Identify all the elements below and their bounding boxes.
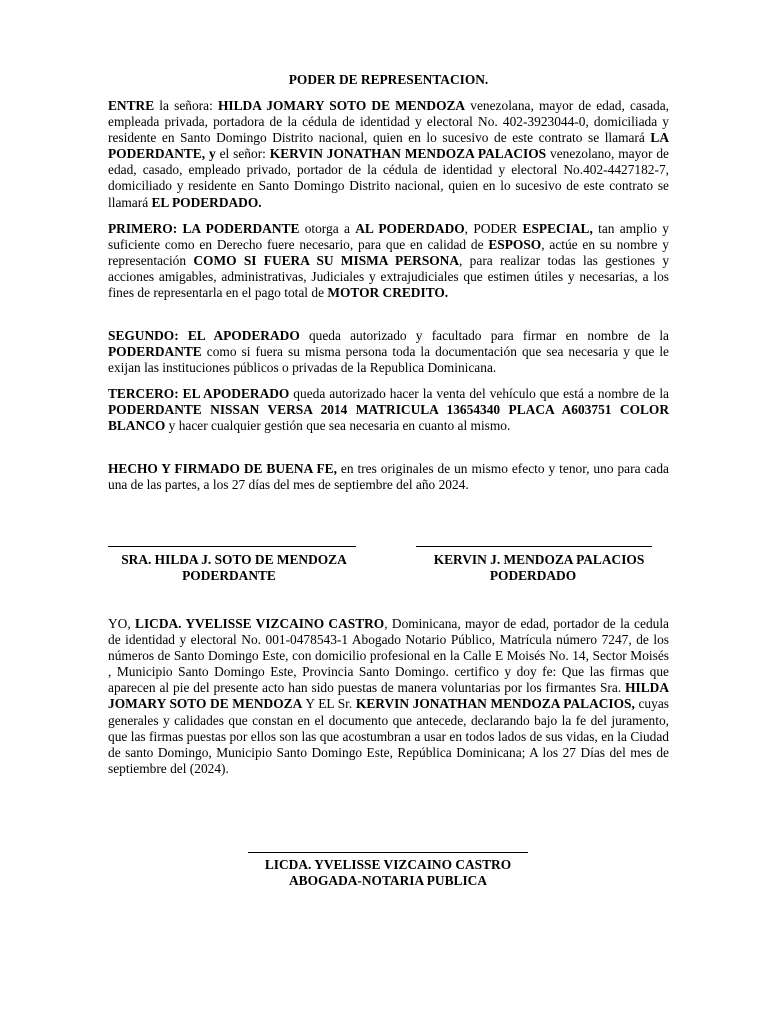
bold-text-run: LICDA. YVELISSE VIZCAINO CASTRO (135, 616, 385, 631)
bold-text-run: KERVIN JONATHAN MENDOZA PALACIOS, (355, 696, 635, 712)
signature-name-poderdante: SRA. HILDA J. SOTO DE MENDOZA (121, 552, 347, 567)
text-run: en tres originales de un mismo efecto y tenor, uno para cada una de las partes, a los 27 días del mes de septiembre del año 2024. (108, 461, 669, 493)
signature-name-notary: LICDA. YVELISSE VIZCAINO CASTRO (264, 857, 512, 872)
text-run: , actúe en su nombre y representación (108, 237, 669, 269)
text-run: , Dominicana, mayor de edad, portador de la cedula de identidad y electoral No. 001-0478543-1 Abogado Notario Público, Matrícula número 7247, de los números de Santo Domingo Este, con domicilio profesional en la Calle E Moisés No. 14, Sector Moisés , Municipio Santo Domingo Este, Provincia Santo Domingo. certifico y doy fe: Que las firmas que aparecen al pie del presente acto han sido puestas de manera voluntarias por los firmantes Sra. (108, 616, 669, 696)
paragraph-segundo (108, 328, 669, 376)
signature-line-notary (248, 852, 528, 853)
bold-text-run: HECHO Y FIRMADO DE BUENA FE, (108, 461, 337, 476)
bold-text-run: SEGUNDO: EL APODERADO (108, 328, 300, 343)
text-run: otorga a (299, 221, 356, 236)
paragraph-parties (108, 98, 669, 211)
paragraph-tercero (108, 386, 669, 434)
bold-text-run: PODERDANTE NISSAN VERSA 2014 MATRICULA 13654340 PLACA A603751 COLOR BLANCO (108, 402, 669, 434)
paragraph-hecho-firmado (108, 461, 669, 493)
bold-text-run: ESPECIAL, (522, 221, 593, 236)
document-title: PODER DE REPRESENTACION. (288, 72, 489, 87)
text-run: venezolana, mayor de edad, casada, empleada privada, portadora de la cédula de identidad y electoral No. 402-3923044-0, domiciliada y residente en Santo Domingo Distrito nacional, quien en lo sucesivo de este contrato se llamará (108, 98, 670, 146)
bold-text-run: KERVIN JONATHAN MENDOZA PALACIOS (269, 146, 547, 162)
text-run: , para realizar todas las gestiones y acciones amigables, administrativas, Judiciales y extrajudiciales que estimen útiles y necesarias, a los fines de representarla en el pago total de (108, 253, 670, 301)
signature-name-poderdado: KERVIN J. MENDOZA PALACIOS (433, 552, 645, 567)
paragraph-notary-certification (108, 616, 669, 777)
bold-text-run: EL PODERDADO. (151, 194, 262, 210)
text-run: queda autorizado y facultado para firmar en nombre de la (299, 328, 669, 343)
bold-text-run: COMO SI FUERA SU MISMA PERSONA (193, 253, 460, 269)
bold-text-run: HILDA JOMARY SOTO DE MENDOZA (217, 98, 466, 113)
signature-role-poderdado: PODERDADO (489, 568, 577, 583)
text-run: queda autorizado hacer la venta del vehículo que está a nombre de la (289, 386, 669, 401)
signature-line-poderdado (416, 546, 652, 547)
signature-line-poderdante (108, 546, 356, 547)
text-run: tan amplio y suficiente como en Derecho fuere necesario, para que en calidad de (108, 221, 669, 253)
bold-text-run: ESPOSO (488, 237, 542, 253)
bold-text-run: LA PODERDANTE, y (108, 130, 669, 162)
bold-text-run: HILDA JOMARY SOTO DE MENDOZA (108, 680, 669, 712)
text-run: la señora: (154, 98, 218, 113)
signature-role-poderdante: PODERDANTE (182, 568, 276, 583)
bold-text-run: PODERDANTE (108, 344, 202, 360)
text-run: cuyas generales y calidades que constan en el documento que antecede, declarando bajo la fe del juramento, que las firmas puestas por ellos son las que acostumbran a usar en todos lados de sus vidas, en la Ciudad de santo Domingo, Municipio Santo Domingo Este, República Dominicana; A los 27 Días del mes de septiembre del (2024). (108, 696, 669, 776)
text-run: Y EL Sr. (302, 696, 356, 712)
text-run: el señor: (215, 146, 270, 162)
text-run: como si fuera su misma persona toda la documentación que sea necesaria y que le exijan las instituciones públicos o privadas de la Republica Dominicana. (108, 344, 669, 376)
text-run: y hacer cualquier gestión que sea necesaria en cuanto al mismo. (165, 418, 511, 434)
bold-text-run: MOTOR CREDITO. (327, 285, 449, 301)
bold-text-run: AL PODERDADO (355, 221, 465, 236)
paragraph-primero (108, 221, 669, 301)
text-run: venezolano, mayor de edad, casado, empleado privado, portador de la cédula de identidad y electoral No.402-4427182-7, domiciliado y residente en Santo Domingo Distrito nacional, quien en lo sucesivo de este contrato se llamará (108, 146, 669, 210)
bold-text-run: ENTRE (108, 98, 155, 113)
text-run: , PODER (464, 221, 523, 236)
text-run: YO, (108, 616, 136, 631)
bold-text-run: PRIMERO: LA PODERDANTE (108, 221, 300, 236)
signature-role-notary: ABOGADA-NOTARIA PUBLICA (288, 873, 488, 888)
bold-text-run: TERCERO: EL APODERADO (108, 386, 290, 401)
